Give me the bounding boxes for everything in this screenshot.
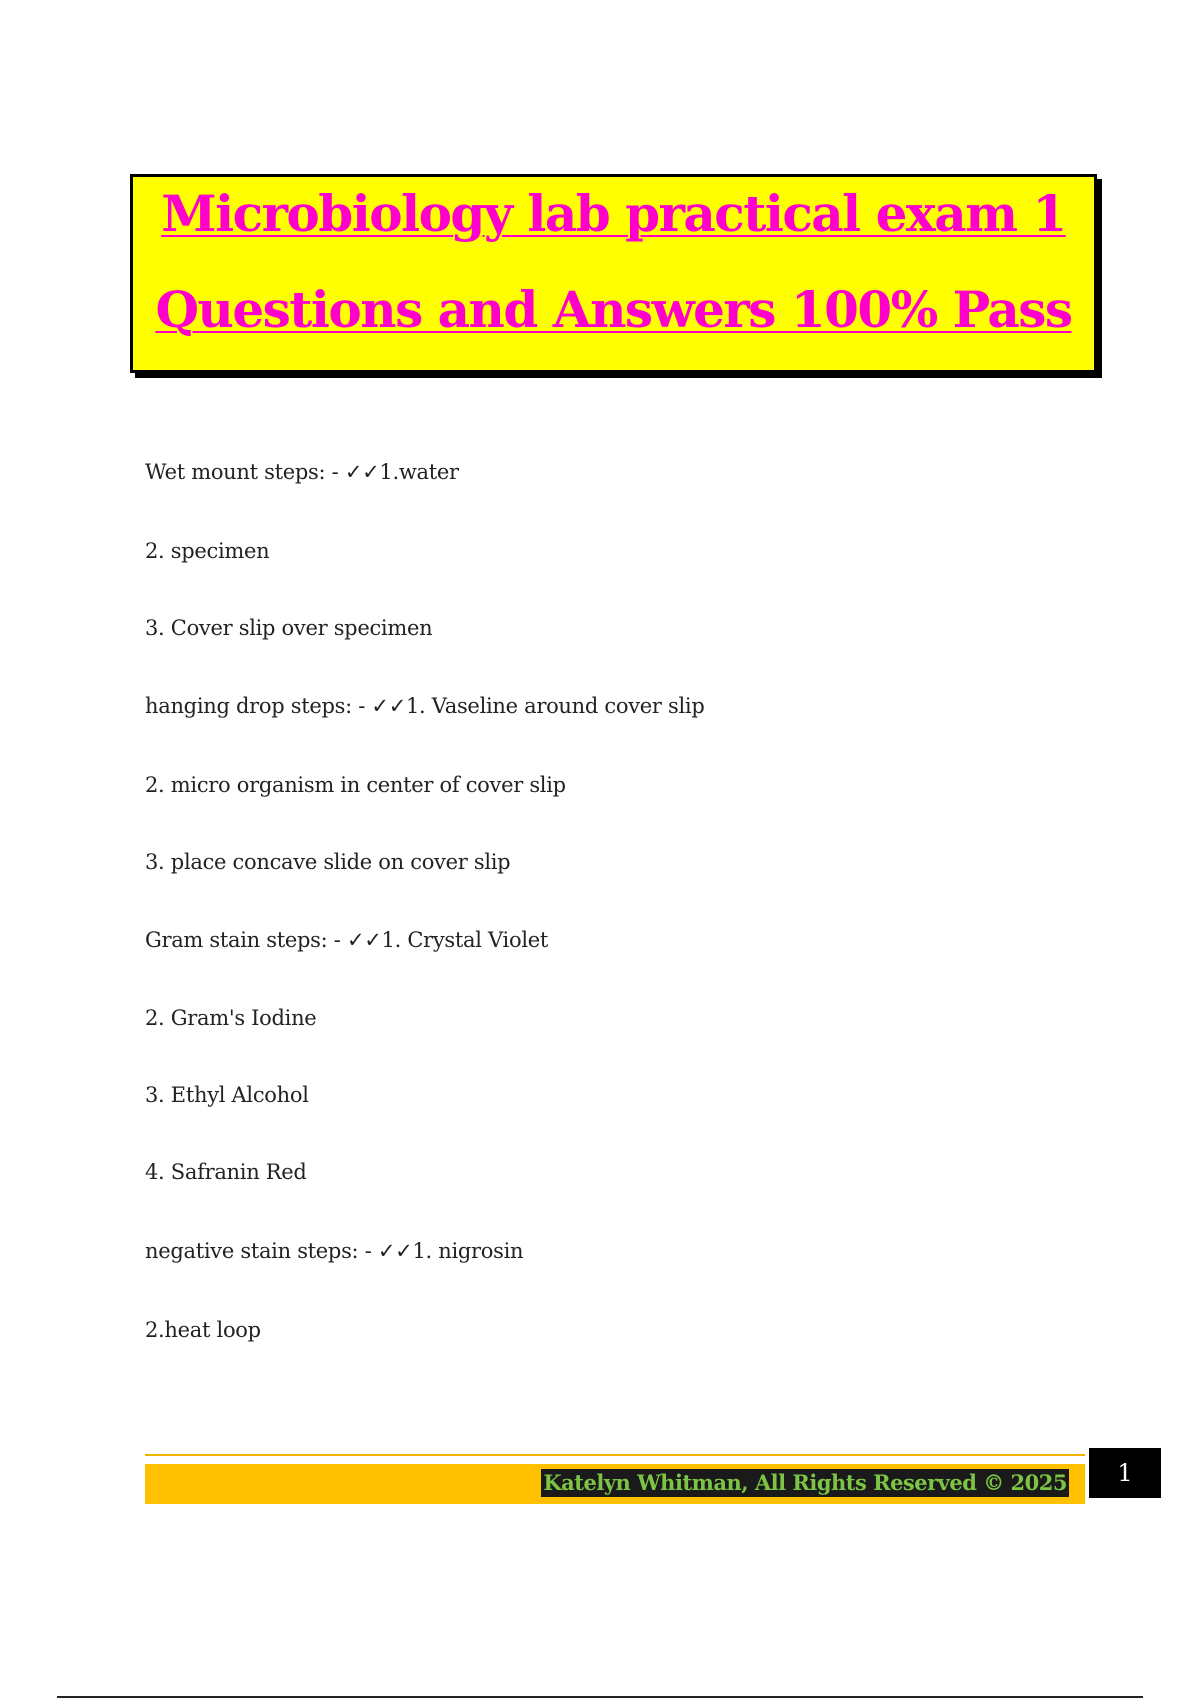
qa-line: 3. place concave slide on cover slip (145, 850, 511, 874)
footer-rule (145, 1454, 1085, 1456)
qa-line: Gram stain steps: - ✓✓1. Crystal Violet (145, 928, 548, 952)
footer-copyright: Katelyn Whitman, All Rights Reserved © 2025 (543, 1470, 1067, 1495)
page-number: 1 (1089, 1448, 1161, 1498)
title-box (130, 174, 1097, 373)
qa-line: 2. Gram's Iodine (145, 1006, 317, 1030)
qa-line: 3. Ethyl Alcohol (145, 1083, 309, 1107)
qa-line: 2. specimen (145, 539, 270, 563)
qa-line: Wet mount steps: - ✓✓1.water (145, 460, 459, 484)
bottom-rule (57, 1696, 1143, 1698)
qa-line: 4. Safranin Red (145, 1160, 307, 1184)
qa-line: 2. micro organism in center of cover slip (145, 773, 566, 797)
footer-bar (145, 1464, 1085, 1504)
qa-line: 2.heat loop (145, 1318, 261, 1342)
qa-line: negative stain steps: - ✓✓1. nigrosin (145, 1239, 524, 1263)
qa-line: 3. Cover slip over specimen (145, 616, 433, 640)
title-line-2: Questions and Answers 100% Pass (155, 280, 1072, 339)
qa-line: hanging drop steps: - ✓✓1. Vaseline around cover slip (145, 694, 705, 718)
title-line-1: Microbiology lab practical exam 1 (161, 184, 1066, 243)
